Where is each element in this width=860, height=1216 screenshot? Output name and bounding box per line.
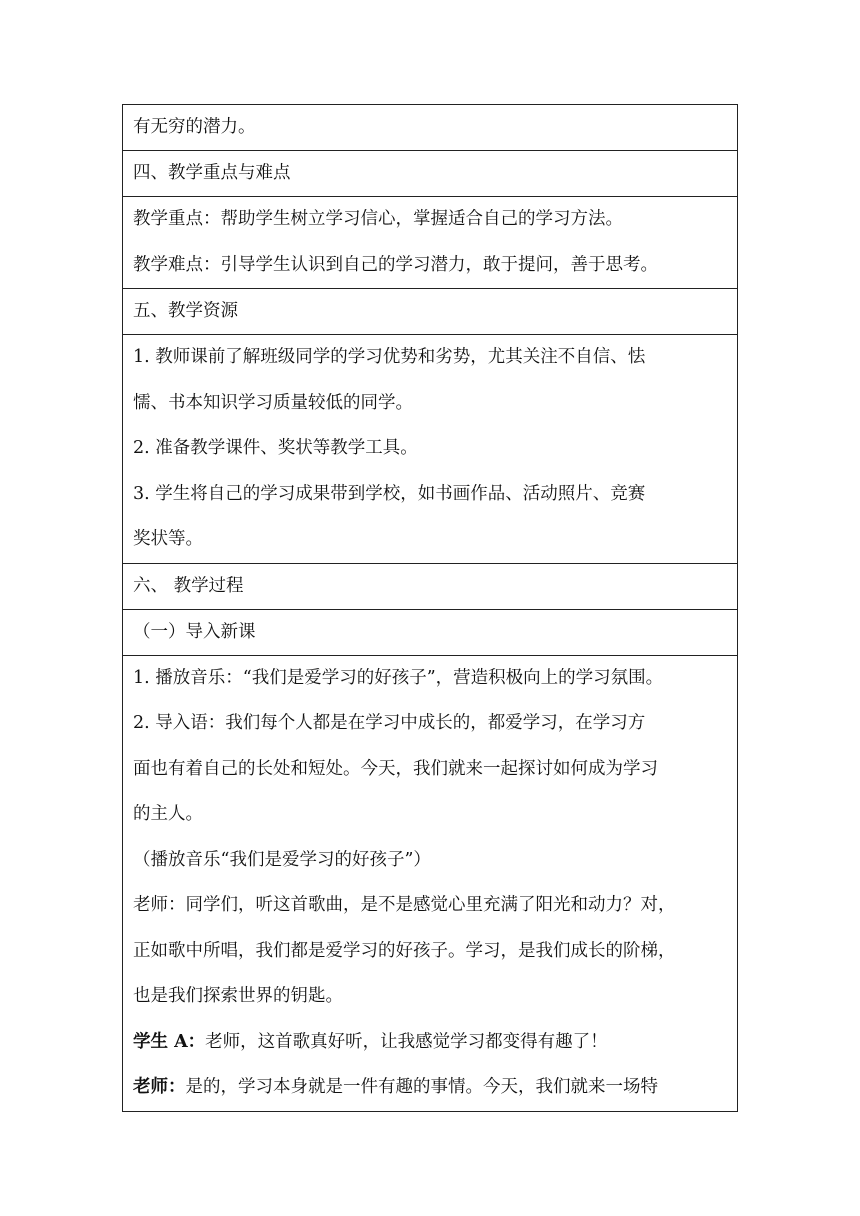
step-2: 2. 导入语：我们每个人都是在学习中成长的，都爱学习，在学习方 — [133, 713, 646, 733]
table-cell — [123, 197, 738, 289]
step-1: 1. 播放音乐：“我们是爱学习的好孩子”，营造积极向上的学习氛围。 — [133, 667, 664, 688]
table-row — [123, 105, 738, 151]
resource-item-2: 2. 准备教学课件、奖状等教学工具。 — [133, 438, 418, 458]
key-point-text: 教学重点：帮助学生树立学习信心，掌握适合自己的学习方法。 — [133, 209, 623, 229]
resource-item-3: 3. 学生将自己的学习成果带到学校，如书画作品、活动照片、竞赛 — [133, 483, 646, 504]
table-row — [123, 655, 738, 1111]
resource-item-1-cont: 懦、书本知识学习质量较低的同学。 — [133, 392, 413, 413]
resource-item-1: 1. 教师课前了解班级同学的学习优势和劣势，尤其关注不自信、怯 — [133, 347, 646, 367]
step-2-cont: 的主人。 — [133, 804, 203, 824]
speaker-label: 老师： — [133, 1077, 186, 1097]
table-row — [123, 151, 738, 197]
dialogue-text: 老师，这首歌真好听，让我感觉学习都变得有趣了！ — [205, 1031, 608, 1052]
table-cell — [123, 335, 738, 564]
section-heading: 四、教学重点与难点 — [123, 151, 738, 197]
student-a-dialogue — [133, 1020, 727, 1066]
table-row — [123, 563, 738, 609]
table-row — [123, 609, 738, 655]
teacher-dialogue: 老师：同学们，听这首歌曲，是不是感觉心里充满了阳光和动力？对， — [133, 895, 676, 915]
resource-item-3-cont: 奖状等。 — [133, 529, 203, 549]
teacher-dialogue — [133, 1065, 727, 1111]
table-row — [123, 335, 738, 564]
speaker-label: 学生 A： — [133, 1031, 206, 1052]
step-2-cont: 面也有着自己的长处和短处。今天，我们就来一起探讨如何成为学习 — [133, 758, 658, 779]
section-heading: 五、教学资源 — [123, 289, 738, 335]
subsection-heading: （一）导入新课 — [123, 609, 738, 655]
difficult-point-text: 教学难点：引导学生认识到自己的学习潜力，敢于提问，善于思考。 — [133, 254, 658, 275]
music-note: （播放音乐“我们是爱学习的好孩子”） — [133, 849, 431, 870]
table-cell — [123, 655, 738, 1111]
lesson-plan-table — [122, 104, 738, 1112]
dialogue-text: 是的，学习本身就是一件有趣的事情。今天，我们就来一场特 — [185, 1077, 658, 1097]
section-heading: 六、 教学过程 — [123, 563, 738, 609]
table-row — [123, 197, 738, 289]
teacher-dialogue-cont: 也是我们探索世界的钥匙。 — [133, 986, 343, 1006]
table-row — [123, 289, 738, 335]
table-cell: 有无穷的潜力。 — [123, 105, 738, 151]
teacher-dialogue-cont: 正如歌中所唱，我们都是爱学习的好孩子。学习，是我们成长的阶梯， — [133, 940, 676, 961]
